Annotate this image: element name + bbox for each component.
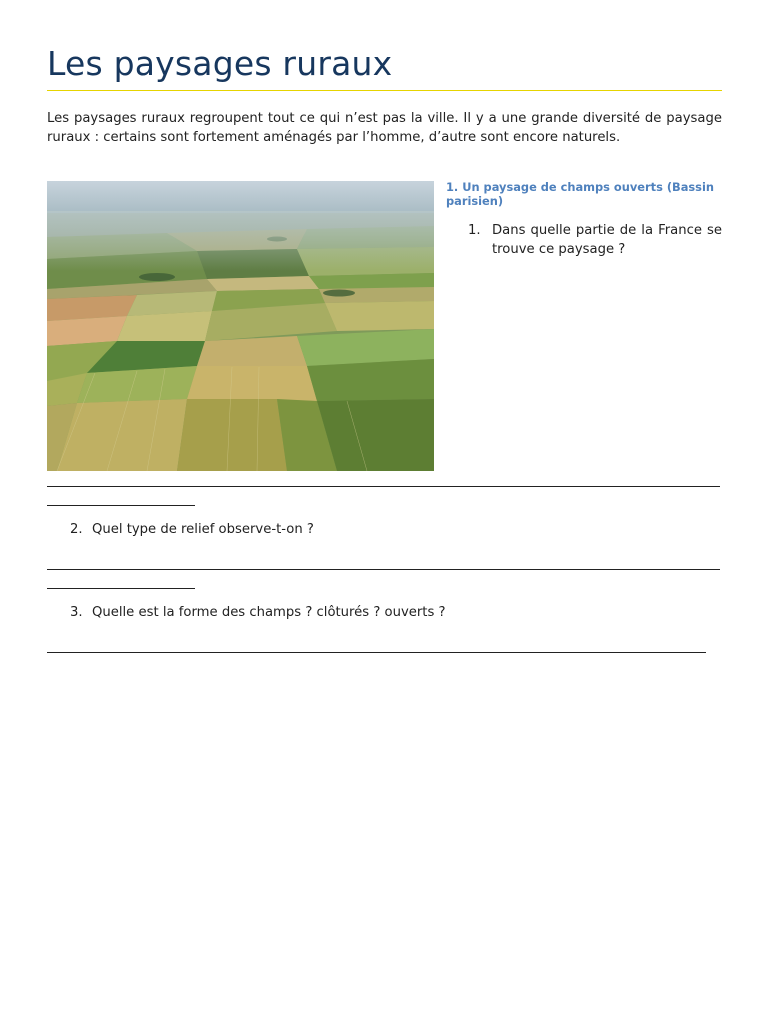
question-1 xyxy=(468,221,722,259)
question-3-number: 3. xyxy=(70,605,83,620)
answer-line-2b[interactable] xyxy=(47,588,195,589)
title-underline xyxy=(47,90,722,91)
answer-line-3[interactable] xyxy=(47,652,706,653)
question-3 xyxy=(70,603,446,622)
question-2-text: Quel type de relief observe-t-on ? xyxy=(92,522,314,537)
intro-paragraph: Les paysages ruraux regroupent tout ce qui n’est pas la ville. Il y a une grande diversité de paysage ruraux : certains sont fortement aménagés par l’homme, d’autre sont encore naturels. xyxy=(47,111,722,145)
question-1-number: 1. xyxy=(468,223,481,238)
page-title: Les paysages ruraux xyxy=(47,44,393,83)
answer-line-2a[interactable] xyxy=(47,569,720,570)
question-2-number: 2. xyxy=(70,522,83,537)
question-2 xyxy=(70,520,314,539)
question-3-text: Quelle est la forme des champs ? clôturés ? ouverts ? xyxy=(92,605,446,620)
answer-line-1a[interactable] xyxy=(47,486,720,487)
aerial-fields-photo xyxy=(47,181,434,471)
question-1-text: Dans quelle partie de la France se trouve ce paysage ? xyxy=(492,223,722,257)
answer-line-1b[interactable] xyxy=(47,505,195,506)
section-heading: 1. Un paysage de champs ouverts (Bassin parisien) xyxy=(446,180,714,208)
